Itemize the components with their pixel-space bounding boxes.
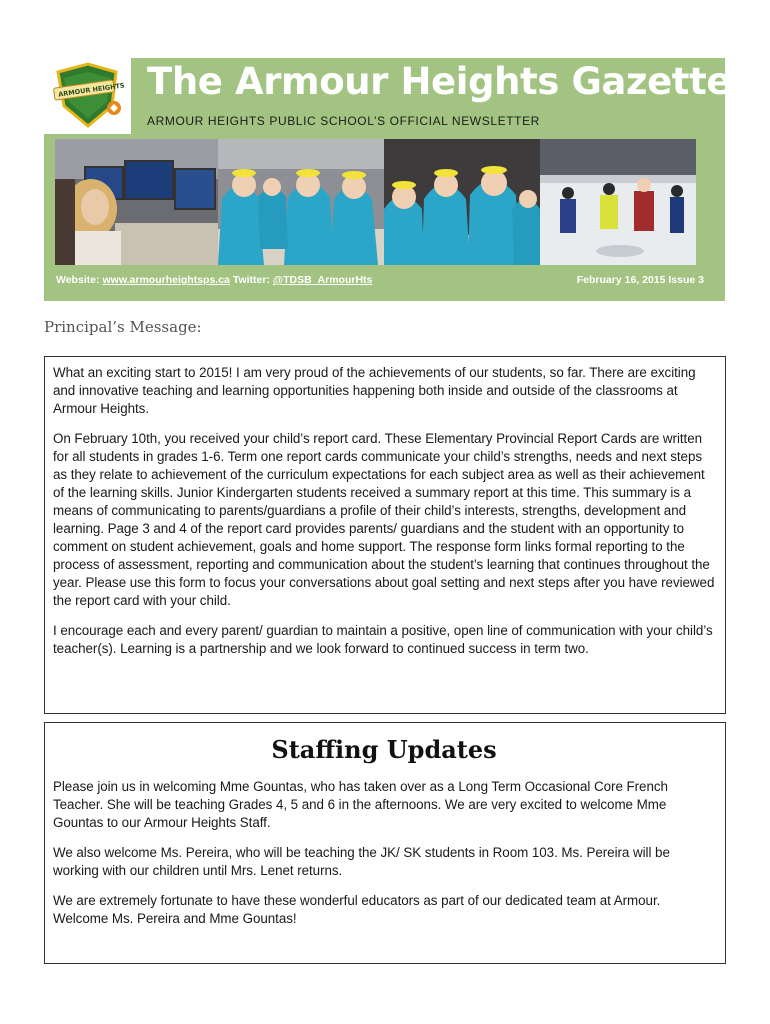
website-label: Website: bbox=[56, 274, 100, 286]
principal-paragraph: I encourage each and every parent/ guardian to maintain a positive, open line of communication with your child’s teacher(s). Learning is a partnership and we look forward to continued success in term two. bbox=[53, 623, 713, 656]
staffing-heading: Staffing Updates bbox=[271, 735, 497, 764]
photo-students-group bbox=[384, 139, 540, 265]
school-logo bbox=[44, 58, 131, 134]
principal-paragraph: What an exciting start to 2015! I am very proud of the achievements of our students, so far. There are exciting and innovative teaching and learning opportunities happening both inside and outside of the classrooms at Armour Heights. bbox=[53, 365, 696, 416]
photo-curling bbox=[540, 139, 696, 265]
contact-links bbox=[56, 274, 372, 286]
photo-students-teal bbox=[218, 139, 384, 265]
issue-date: February 16, 2015 Issue 3 bbox=[576, 274, 704, 286]
staffing-paragraph: We are extremely fortunate to have these wonderful educators as part of our dedicated team at Armour. Welcome Ms. Pereira and Mme Gountas! bbox=[53, 893, 661, 926]
staffing-paragraph: We also welcome Ms. Pereira, who will be teaching the JK/ SK students in Room 103. Ms. Pereira will be working with our children until Mrs. Lenet returns. bbox=[53, 845, 670, 878]
principal-heading: Principal’s Message: bbox=[44, 318, 202, 336]
photo-computer-lab bbox=[55, 139, 218, 265]
twitter-label: Twitter: bbox=[232, 274, 270, 286]
logo-text: ARMOUR HEIGHTS bbox=[57, 81, 126, 99]
twitter-link[interactable]: @TDSB_ArmourHts bbox=[272, 274, 373, 286]
principal-message-box bbox=[44, 356, 726, 714]
staffing-updates-box bbox=[44, 722, 726, 964]
website-link[interactable]: www.armourheightsps.ca bbox=[102, 274, 230, 286]
newsletter-title: The Armour Heights Gazette bbox=[147, 60, 732, 103]
crest-icon bbox=[50, 62, 126, 130]
principal-paragraph: On February 10th, you received your child’s report card. These Elementary Provincial Report Cards are written for all students in grades 1-6. Term one report cards communicate your child’s strengths, needs and next steps as they relate to achievement of the curriculum expectations for each subject area as well as their achievement of the learning skills. Junior Kindergarten students received a summary report at this time. This summary is a means of communicating to parents/guardians a profile of their child’s interests, strengths, development and learning. Page 3 and 4 of the report card provides parents/ guardians and the student with an opportunity to comment on student achievement, goals and home support. The response form links formal reporting to the process of assessment, reporting and communication about the student’s learning that continues throughout the year. Please use this form to focus your conversations about goal setting and next steps after you have reviewed the report card with your child. bbox=[53, 431, 715, 608]
staffing-paragraph: Please join us in welcoming Mme Gountas, who has taken over as a Long Term Occasional Core French Teacher. She will be teaching Grades 4, 5 and 6 in the afternoons. We are very excited to welcome Mme Gountas to our Armour Heights Staff. bbox=[53, 779, 668, 830]
photo-strip bbox=[55, 139, 696, 265]
newsletter-subtitle: ARMOUR HEIGHTS PUBLIC SCHOOL’S OFFICIAL NEWSLETTER bbox=[147, 114, 540, 128]
